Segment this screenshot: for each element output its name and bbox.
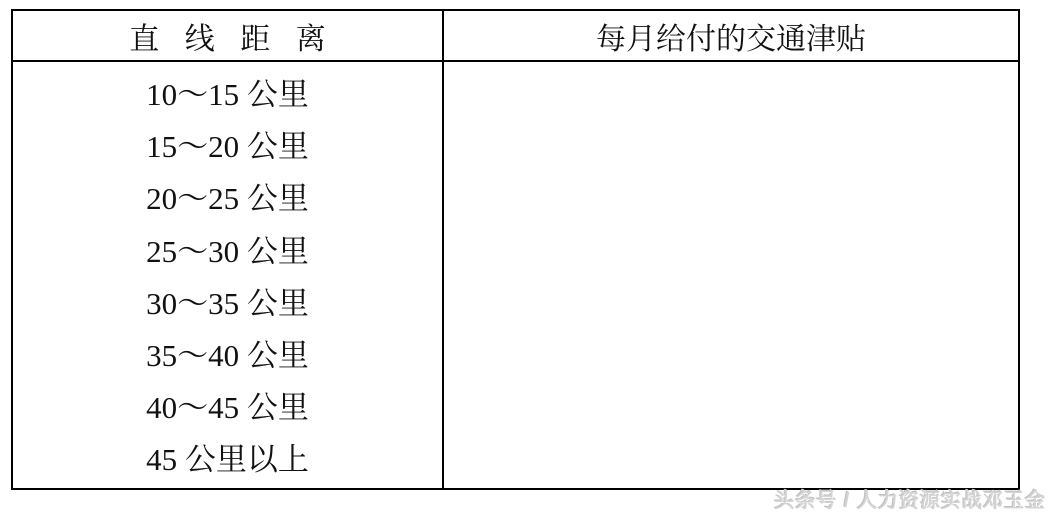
transport-allowance-table	[11, 9, 1020, 490]
header-cell-allowance: 每月给付的交通津贴	[444, 11, 1018, 62]
table-row: 10～15 公里	[146, 77, 309, 112]
table-row: 35～40 公里	[146, 337, 309, 373]
table-row: 20～25 公里	[146, 181, 309, 217]
table-row: 25～30 公里	[146, 233, 309, 269]
table-row: 40～45 公里	[146, 390, 309, 426]
header-cell-distance: 直 线 距 离	[13, 11, 444, 62]
watermark-text: 头条号 / 人力资源实战邓玉金	[774, 490, 1046, 512]
table-row: 30～35 公里	[146, 285, 309, 321]
distance-column	[13, 62, 444, 488]
table-row: 15～20 公里	[146, 129, 309, 165]
table-row: 45 公里以上	[146, 442, 309, 478]
allowance-column-empty	[444, 62, 1018, 488]
